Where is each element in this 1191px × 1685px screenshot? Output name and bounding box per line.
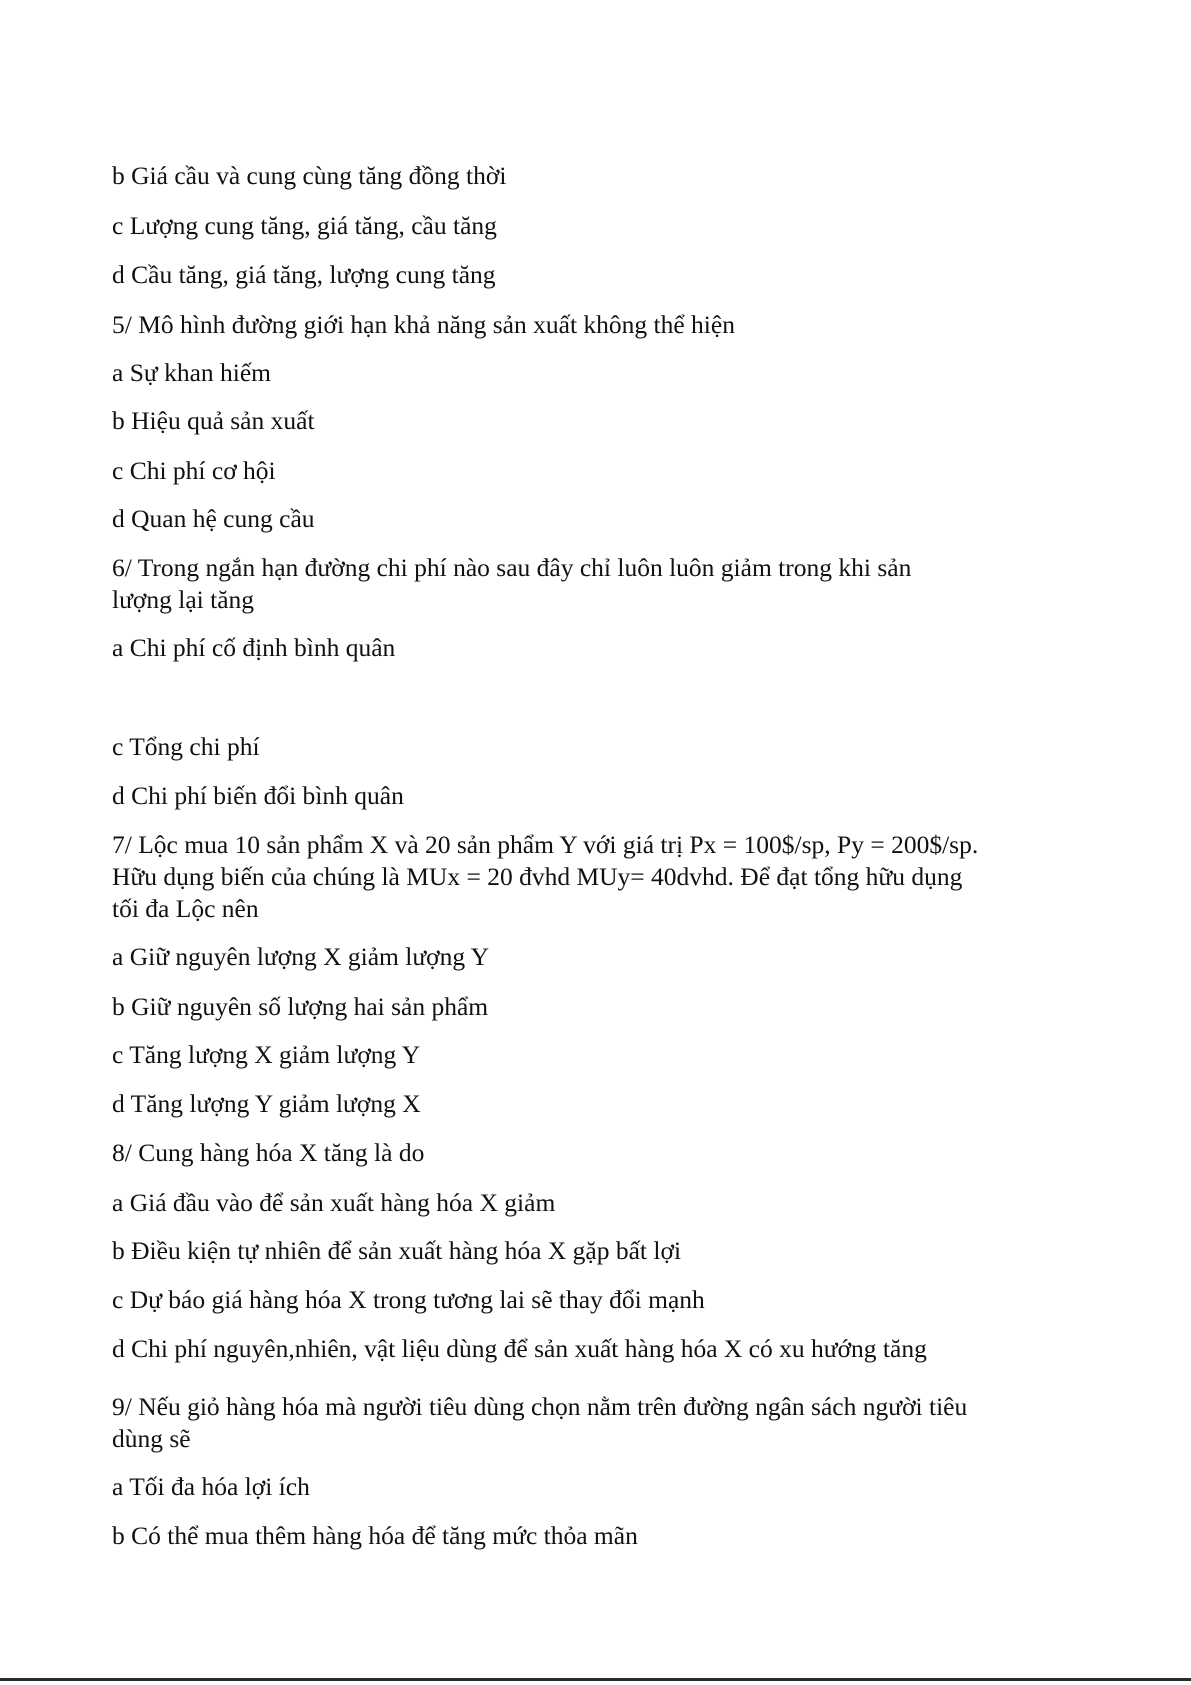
option-a-q5: a Sự khan hiếm <box>112 358 272 387</box>
option-c-q7: c Tăng lượng X giảm lượng Y <box>112 1040 421 1069</box>
option-b-q7: b Giữ nguyên số lượng hai sản phẩm <box>112 992 489 1021</box>
option-a-q9: a Tối đa hóa lợi ích <box>112 1472 310 1501</box>
option-a-q7: a Giữ nguyên lượng X giảm lượng Y <box>112 942 489 971</box>
option-b-q5: b Hiệu quả sản xuất <box>112 406 315 435</box>
option-b-q8: b Điều kiện tự nhiên để sản xuất hàng hóa X gặp bất lợi <box>112 1236 682 1265</box>
question-9-line-2: dùng sẽ <box>112 1424 191 1453</box>
question-6-line-2: lượng lại tăng <box>112 585 255 614</box>
option-a-q8: a Giá đầu vào để sản xuất hàng hóa X giảm <box>112 1188 556 1217</box>
option-c-q8: c Dự báo giá hàng hóa X trong tương lai sẽ thay đổi mạnh <box>112 1285 705 1314</box>
option-d-q4: d Cầu tăng, giá tăng, lượng cung tăng <box>112 260 496 289</box>
option-c-q5: c Chi phí cơ hội <box>112 456 276 485</box>
option-d-q6: d Chi phí biến đổi bình quân <box>112 781 404 810</box>
option-d-q5: d Quan hệ cung cầu <box>112 504 315 533</box>
page-bottom-rule <box>0 1678 1191 1681</box>
option-b-q9: b Có thể mua thêm hàng hóa để tăng mức thỏa mãn <box>112 1521 638 1550</box>
question-7-line-1: 7/ Lộc mua 10 sản phẩm X và 20 sản phẩm Y với giá trị Px = 100$/sp, Py = 200$/sp. <box>112 830 979 859</box>
option-b-q4: b Giá cầu và cung cùng tăng đồng thời <box>112 161 507 190</box>
question-9-line-1: 9/ Nếu giỏ hàng hóa mà người tiêu dùng chọn nằm trên đường ngân sách người tiêu <box>112 1392 968 1421</box>
question-7-line-3: tối đa Lộc nên <box>112 894 259 923</box>
option-d-q8: d Chi phí nguyên,nhiên, vật liệu dùng để sản xuất hàng hóa X có xu hướng tăng <box>112 1334 927 1363</box>
option-c-q6: c Tổng chi phí <box>112 732 260 761</box>
option-c-q4: c Lượng cung tăng, giá tăng, cầu tăng <box>112 211 497 240</box>
question-8: 8/ Cung hàng hóa X tăng là do <box>112 1138 425 1167</box>
question-7-line-2: Hữu dụng biến của chúng là MUx = 20 đvhd MUy= 40dvhd. Để đạt tổng hữu dụng <box>112 862 963 891</box>
option-a-q6: a Chi phí cố định bình quân <box>112 633 396 662</box>
option-d-q7: d Tăng lượng Y giảm lượng X <box>112 1089 421 1118</box>
question-5: 5/ Mô hình đường giới hạn khả năng sản xuất không thể hiện <box>112 310 735 339</box>
question-6-line-1: 6/ Trong ngắn hạn đường chi phí nào sau đây chỉ luôn luôn giảm trong khi sản <box>112 553 912 582</box>
